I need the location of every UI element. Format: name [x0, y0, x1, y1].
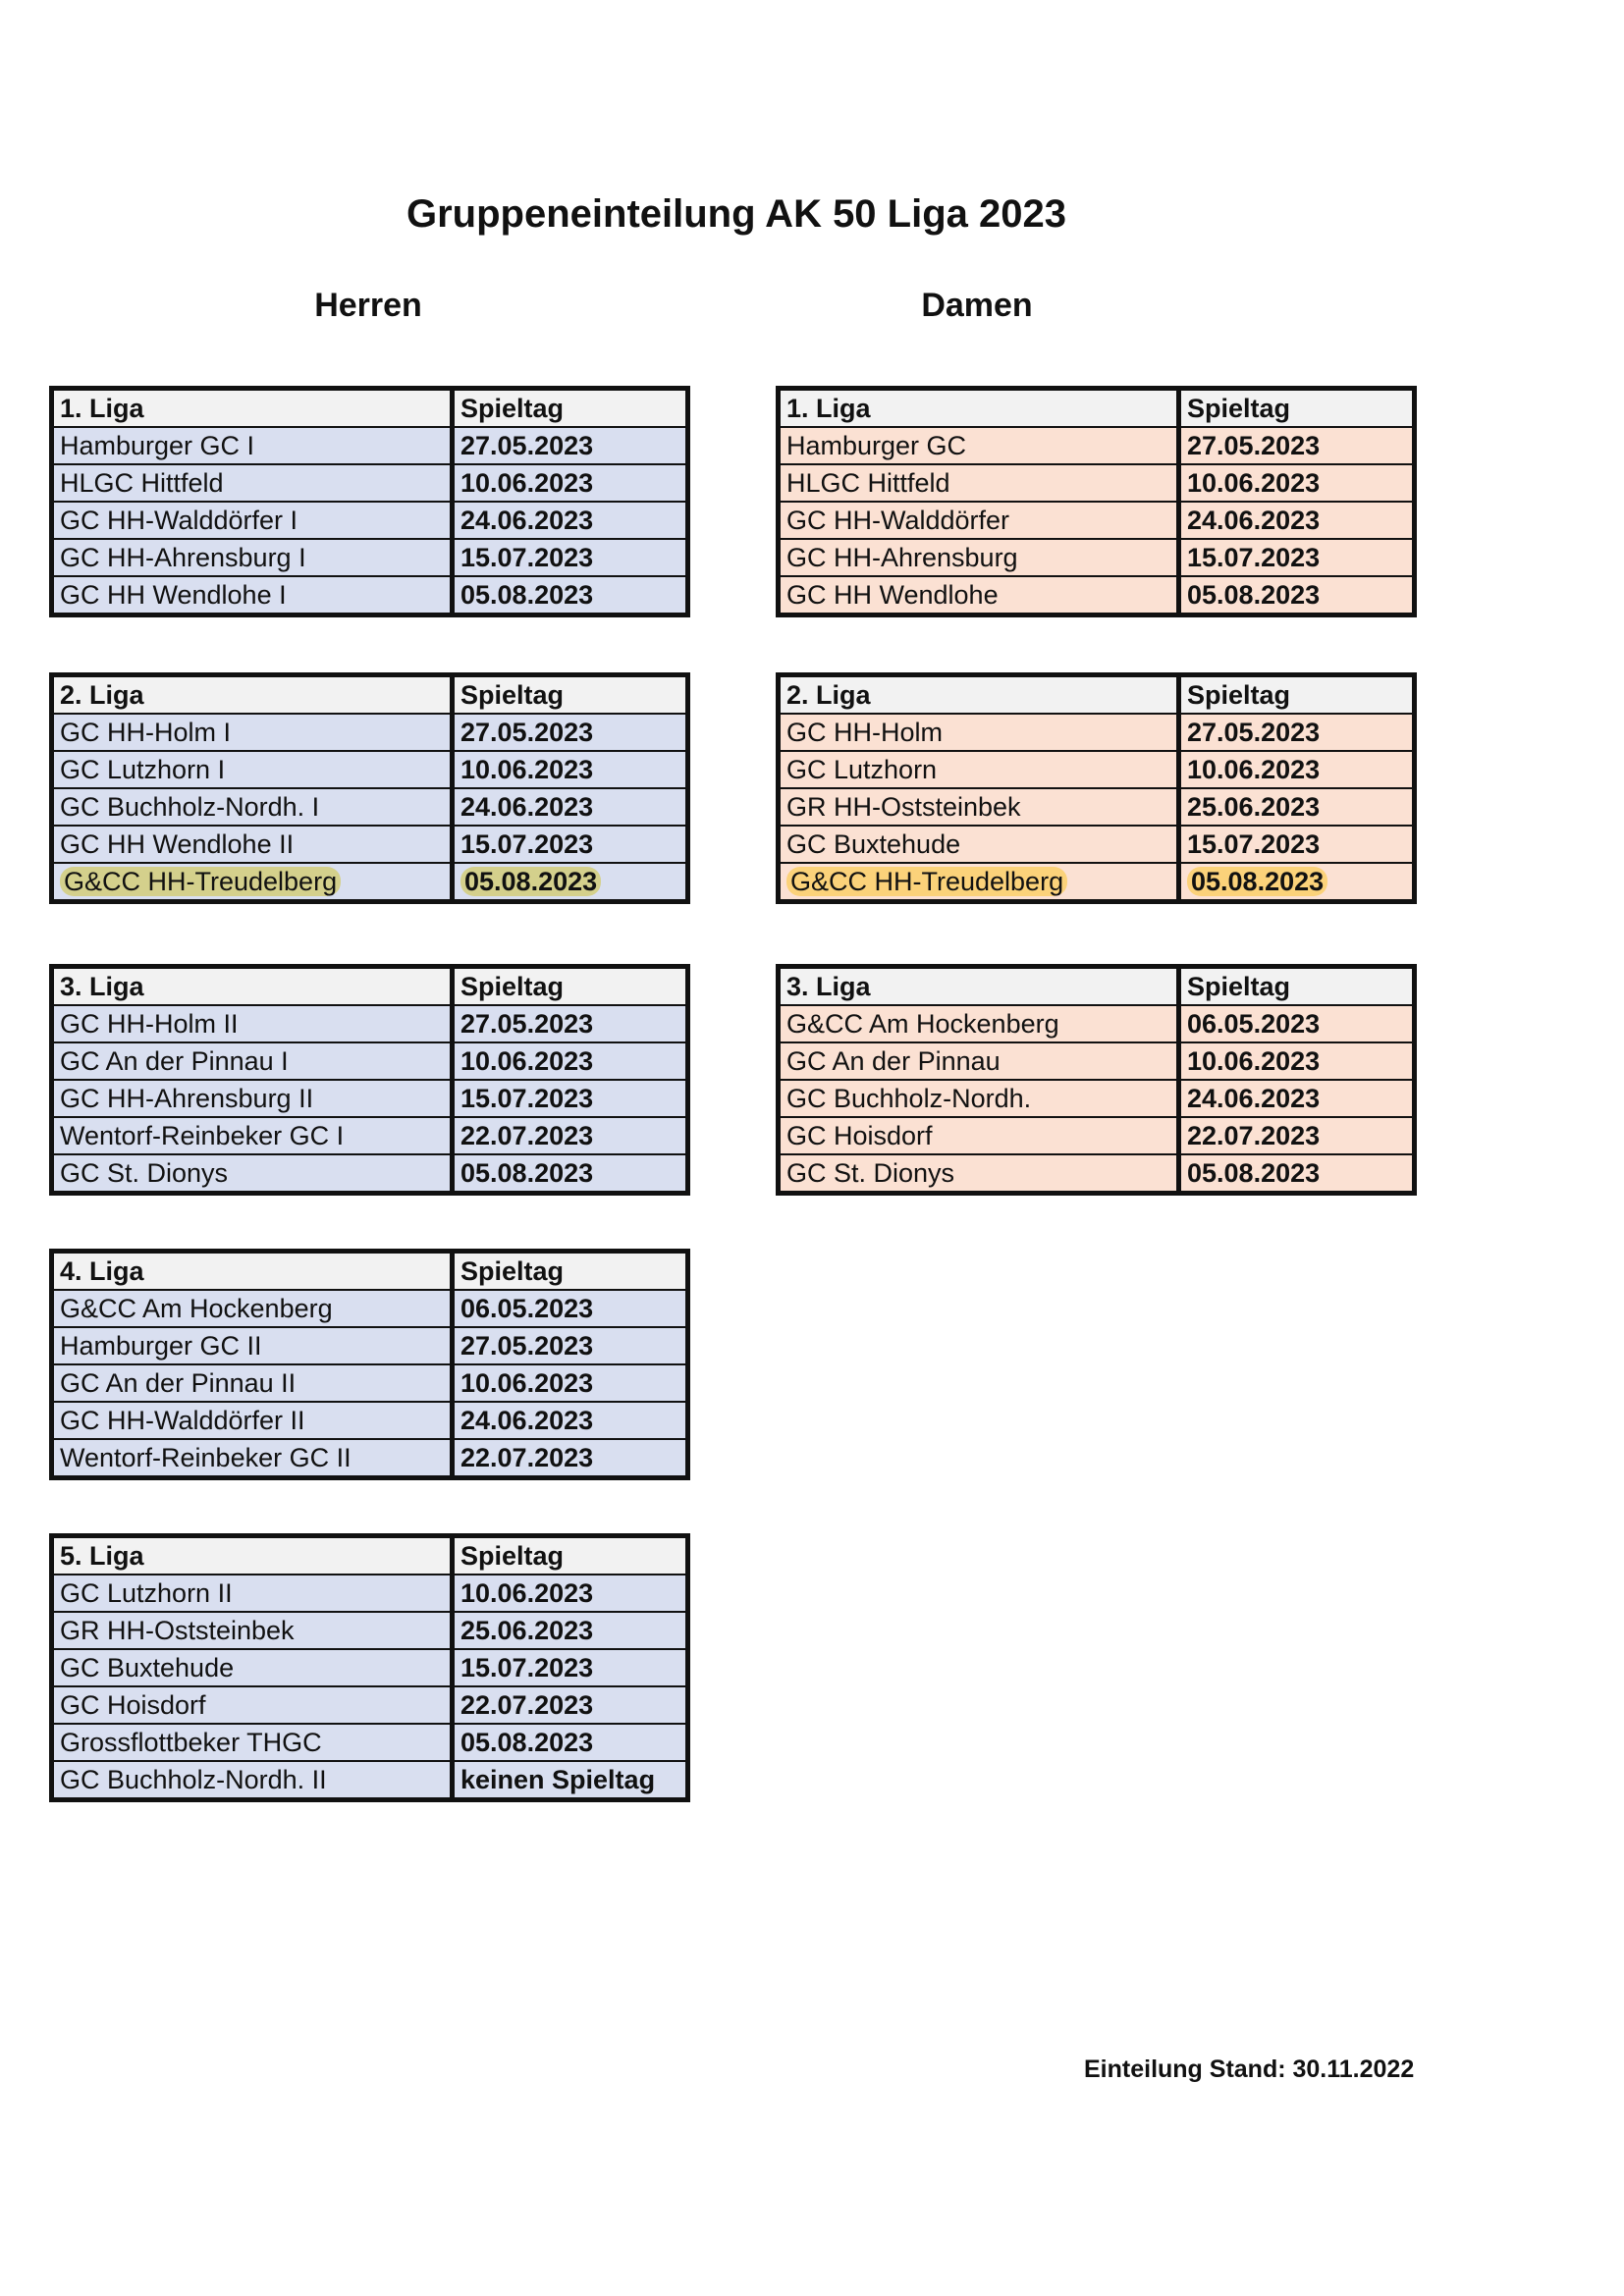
table-header-row: [779, 675, 1415, 715]
team-name: HLGC Hittfeld: [52, 464, 453, 502]
team-name: GC St. Dionys: [52, 1154, 453, 1194]
match-date: 25.06.2023: [1179, 788, 1415, 826]
match-date: 22.07.2023: [453, 1439, 688, 1478]
table-row: [779, 539, 1415, 576]
match-date: 05.08.2023: [453, 1724, 688, 1761]
table-row: [52, 427, 688, 464]
table-row: [779, 1005, 1415, 1042]
match-date: 22.07.2023: [453, 1686, 688, 1724]
table-row: [52, 788, 688, 826]
team-name: GC An der Pinnau II: [52, 1364, 453, 1402]
highlighted-date: 05.08.2023: [1187, 867, 1327, 896]
table-row: [779, 751, 1415, 788]
team-name: GC Hoisdorf: [52, 1686, 453, 1724]
match-date: 05.08.2023: [453, 576, 688, 615]
table-row: [52, 1575, 688, 1612]
match-date: 10.06.2023: [453, 1042, 688, 1080]
herren-liga-4-table: [49, 1249, 690, 1480]
match-date: 15.07.2023: [453, 1649, 688, 1686]
team-name: Grossflottbeker THGC: [52, 1724, 453, 1761]
match-date: 24.06.2023: [1179, 1080, 1415, 1117]
match-date: 15.07.2023: [1179, 826, 1415, 863]
table-row: [52, 1117, 688, 1154]
table-row: [52, 826, 688, 863]
team-name: GC HH-Ahrensburg II: [52, 1080, 453, 1117]
spieltag-header: Spieltag: [453, 1252, 688, 1291]
team-name: GC HH-Holm II: [52, 1005, 453, 1042]
liga-name: 5. Liga: [52, 1536, 453, 1575]
table-row: [52, 464, 688, 502]
match-date: 10.06.2023: [1179, 1042, 1415, 1080]
team-name: GC Buchholz-Nordh.: [779, 1080, 1179, 1117]
match-date: 15.07.2023: [453, 1080, 688, 1117]
table-header-row: [52, 389, 688, 428]
team-name: GC Lutzhorn: [779, 751, 1179, 788]
match-date: 27.05.2023: [1179, 427, 1415, 464]
team-name: GC An der Pinnau I: [52, 1042, 453, 1080]
table-header-row: [779, 389, 1415, 428]
match-date: 15.07.2023: [1179, 539, 1415, 576]
team-name: GC Hoisdorf: [779, 1117, 1179, 1154]
team-name: GC HH Wendlohe I: [52, 576, 453, 615]
table-row: [52, 751, 688, 788]
table-row: [52, 1154, 688, 1194]
table-row: [779, 1042, 1415, 1080]
table-row: [52, 1080, 688, 1117]
herren-liga-1-table: [49, 386, 690, 617]
match-date: 15.07.2023: [453, 539, 688, 576]
match-date: 27.05.2023: [453, 1327, 688, 1364]
match-date: [453, 863, 688, 902]
spieltag-header: Spieltag: [453, 675, 688, 715]
team-name: GC HH Wendlohe: [779, 576, 1179, 615]
match-date: 27.05.2023: [453, 1005, 688, 1042]
team-name: Hamburger GC II: [52, 1327, 453, 1364]
table-row: [52, 539, 688, 576]
herren-liga-3-table: [49, 964, 690, 1196]
liga-name: 1. Liga: [52, 389, 453, 428]
spieltag-header: Spieltag: [453, 1536, 688, 1575]
match-date: 10.06.2023: [453, 464, 688, 502]
liga-name: 4. Liga: [52, 1252, 453, 1291]
match-date: [1179, 863, 1415, 902]
match-date: 27.05.2023: [453, 714, 688, 751]
liga-name: 1. Liga: [779, 389, 1179, 428]
table-row: [779, 502, 1415, 539]
match-date: 24.06.2023: [453, 788, 688, 826]
match-date: 27.05.2023: [453, 427, 688, 464]
table-row: [52, 576, 688, 615]
table-row: [52, 502, 688, 539]
match-date: 10.06.2023: [453, 1575, 688, 1612]
team-name: [779, 863, 1179, 902]
team-name: GC HH-Walddörfer: [779, 502, 1179, 539]
table-row: [52, 1724, 688, 1761]
team-name: GC HH Wendlohe II: [52, 826, 453, 863]
team-name: GC An der Pinnau: [779, 1042, 1179, 1080]
team-name: GC St. Dionys: [779, 1154, 1179, 1194]
team-name: GC HH-Ahrensburg I: [52, 539, 453, 576]
liga-name: 3. Liga: [52, 967, 453, 1006]
damen-liga-3-table: [776, 964, 1417, 1196]
table-row: [779, 1080, 1415, 1117]
liga-name: 2. Liga: [52, 675, 453, 715]
match-date: 05.08.2023: [1179, 1154, 1415, 1194]
table-row: [779, 464, 1415, 502]
table-row: [52, 863, 688, 902]
table-header-row: [52, 967, 688, 1006]
match-date: 22.07.2023: [1179, 1117, 1415, 1154]
team-name: G&CC Am Hockenberg: [779, 1005, 1179, 1042]
table-header-row: [779, 967, 1415, 1006]
table-row: [52, 1042, 688, 1080]
team-name: GC Buchholz-Nordh. I: [52, 788, 453, 826]
match-date: 27.05.2023: [1179, 714, 1415, 751]
table-row: [52, 1327, 688, 1364]
table-row: [779, 863, 1415, 902]
highlighted-team: G&CC HH-Treudelberg: [60, 867, 341, 896]
team-name: GC Buchholz-Nordh. II: [52, 1761, 453, 1800]
match-date: 22.07.2023: [453, 1117, 688, 1154]
table-header-row: [52, 675, 688, 715]
match-date: 06.05.2023: [1179, 1005, 1415, 1042]
table-row: [52, 1612, 688, 1649]
highlighted-date: 05.08.2023: [460, 867, 601, 896]
table-row: [52, 1649, 688, 1686]
team-name: GC Lutzhorn I: [52, 751, 453, 788]
team-name: Wentorf-Reinbeker GC I: [52, 1117, 453, 1154]
table-row: [52, 1402, 688, 1439]
table-row: [52, 1364, 688, 1402]
liga-name: 2. Liga: [779, 675, 1179, 715]
page-title: Gruppeneinteilung AK 50 Liga 2023: [406, 192, 1066, 236]
team-name: HLGC Hittfeld: [779, 464, 1179, 502]
table-row: [779, 1117, 1415, 1154]
table-header-row: [52, 1252, 688, 1291]
team-name: GC HH-Ahrensburg: [779, 539, 1179, 576]
team-name: [52, 863, 453, 902]
table-row: [52, 1290, 688, 1327]
table-row: [779, 576, 1415, 615]
team-name: GC Buxtehude: [779, 826, 1179, 863]
team-name: Hamburger GC: [779, 427, 1179, 464]
match-date: 05.08.2023: [453, 1154, 688, 1194]
team-name: Hamburger GC I: [52, 427, 453, 464]
damen-liga-1-table: [776, 386, 1417, 617]
damen-liga-2-table: [776, 672, 1417, 904]
table-row: [52, 1439, 688, 1478]
table-row: [779, 788, 1415, 826]
match-date: keinen Spieltag: [453, 1761, 688, 1800]
team-name: GC HH-Holm I: [52, 714, 453, 751]
spieltag-header: Spieltag: [1179, 389, 1415, 428]
match-date: 05.08.2023: [1179, 576, 1415, 615]
match-date: 10.06.2023: [453, 1364, 688, 1402]
team-name: GR HH-Oststeinbek: [52, 1612, 453, 1649]
table-row: [52, 714, 688, 751]
spieltag-header: Spieltag: [453, 389, 688, 428]
spieltag-header: Spieltag: [1179, 675, 1415, 715]
table-row: [52, 1686, 688, 1724]
table-row: [779, 427, 1415, 464]
liga-name: 3. Liga: [779, 967, 1179, 1006]
spieltag-header: Spieltag: [1179, 967, 1415, 1006]
match-date: 10.06.2023: [1179, 751, 1415, 788]
match-date: 10.06.2023: [453, 751, 688, 788]
table-row: [779, 826, 1415, 863]
spieltag-header: Spieltag: [453, 967, 688, 1006]
match-date: 25.06.2023: [453, 1612, 688, 1649]
match-date: 06.05.2023: [453, 1290, 688, 1327]
team-name: GC HH-Walddörfer I: [52, 502, 453, 539]
table-row: [779, 714, 1415, 751]
team-name: GC Lutzhorn II: [52, 1575, 453, 1612]
match-date: 15.07.2023: [453, 826, 688, 863]
herren-liga-2-table: [49, 672, 690, 904]
team-name: GC Buxtehude: [52, 1649, 453, 1686]
match-date: 24.06.2023: [453, 502, 688, 539]
match-date: 10.06.2023: [1179, 464, 1415, 502]
team-name: Wentorf-Reinbeker GC II: [52, 1439, 453, 1478]
table-header-row: [52, 1536, 688, 1575]
match-date: 24.06.2023: [1179, 502, 1415, 539]
highlighted-team: G&CC HH-Treudelberg: [786, 867, 1067, 896]
herren-heading: Herren: [314, 287, 422, 324]
herren-liga-5-table: [49, 1533, 690, 1802]
damen-heading: Damen: [921, 287, 1033, 324]
table-row: [52, 1761, 688, 1800]
team-name: G&CC Am Hockenberg: [52, 1290, 453, 1327]
table-row: [779, 1154, 1415, 1194]
match-date: 24.06.2023: [453, 1402, 688, 1439]
team-name: GC HH-Holm: [779, 714, 1179, 751]
team-name: GC HH-Walddörfer II: [52, 1402, 453, 1439]
team-name: GR HH-Oststeinbek: [779, 788, 1179, 826]
footer-stand: Einteilung Stand: 30.11.2022: [1084, 2056, 1415, 2083]
table-row: [52, 1005, 688, 1042]
